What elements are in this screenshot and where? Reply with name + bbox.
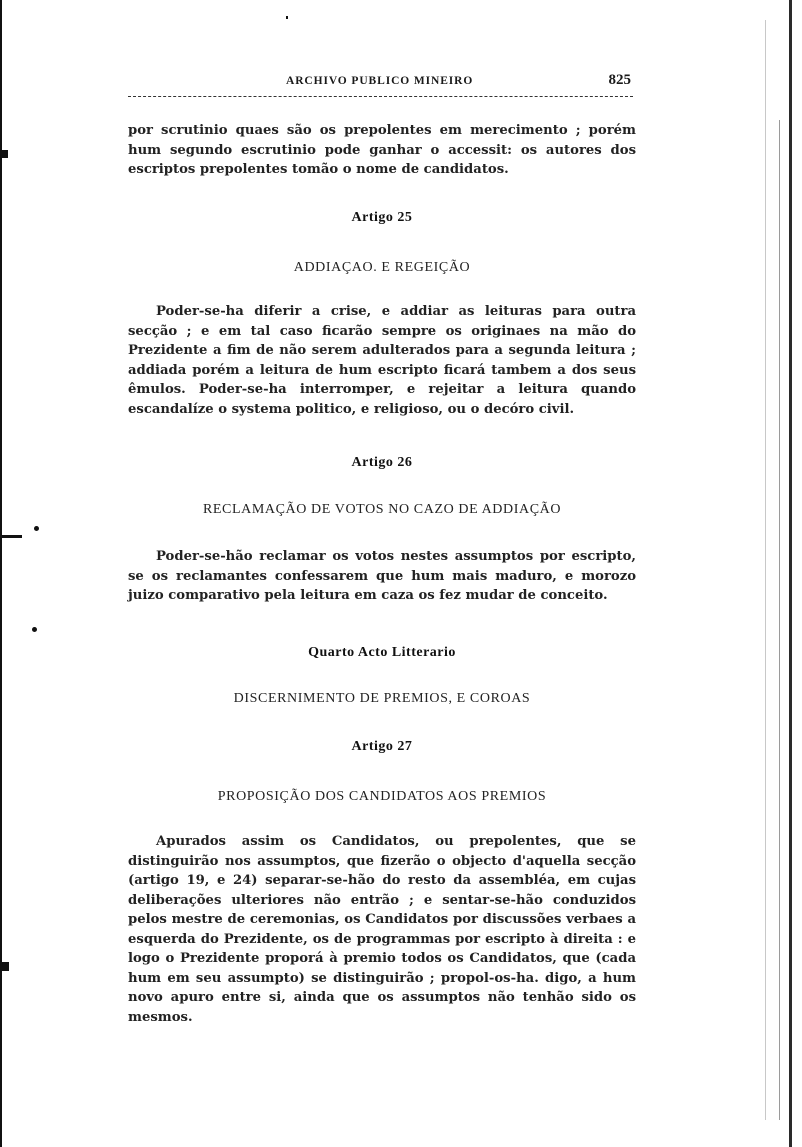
running-header — [128, 72, 633, 94]
scan-mark — [0, 150, 8, 158]
scan-edge-right — [789, 0, 792, 1147]
scan-mark — [0, 962, 9, 971]
running-header-title: ARCHIVO PUBLICO MINEIRO — [286, 75, 474, 87]
intro-paragraph — [128, 121, 636, 180]
scan-edge-left — [0, 0, 6, 1147]
article-subheading: PROPOSIÇÃO DOS CANDIDATOS AOS PREMIOS — [217, 789, 547, 804]
scan-edge-line — [765, 20, 766, 1120]
scan-mark — [34, 526, 39, 531]
paragraph-text: por scrutinio quaes são os prepolentes em merecimento ; porém hum segundo escrutinio pode ganhar o accessit: os autores dos escriptos prepolentes tomão o nome de candidatos. — [128, 123, 636, 177]
article-subheading: RECLAMAÇÃO DE VOTOS NO CAZO DE ADDIAÇÃO — [202, 502, 562, 517]
paragraph-text: Poder-se-hão reclamar os votos nestes assumptos por escripto, se os reclamantes confessarem que hum mais maduro, e morozo juizo comparativo pela leitura em caza os fez mudar de conceito. — [128, 549, 636, 603]
scan-edge-line — [779, 120, 780, 1120]
scan-mark — [286, 16, 288, 19]
article-body — [128, 302, 636, 419]
scan-mark — [32, 627, 37, 632]
paragraph-text: Apurados assim os Candidatos, ou prepolentes, que se distinguirão nos assumptos, que fizerão o objecto d'aquella secção (artigo 19, e 24) separar-se-hão do resto da assembléa, em cujas deliberações ulteriores não entrão ; e sentar-se-hão conduzidos pelos mestre de ceremonias, os Candidatos por discussões verbaes a esquerda do Prezidente, os de programmas por escripto à direita : e logo o Prezidente proporá à premio todos os Candidatos, que (cada hum em seu assumpto) se distinguirão ; propol-os-ha. digo, a hum novo apuro entre si, ainda que os assumptos não tenhão sido os mesmos. — [128, 834, 636, 1025]
paragraph-text: Poder-se-ha diferir a crise, e addiar as leituras para outra secção ; e em tal caso ficarão sempre os originaes na mão do Prezidente a fim de não serem adulterados para a segunda leitura ; addiada porém a leitura de hum escripto ficará tambem a dos seus êmulos. Poder-se-ha interromper, e rejeitar a leitura quando escandalíze o systema politico, e religioso, ou o decóro civil. — [128, 304, 636, 417]
section-subheading: DISCERNIMENTO DE PREMIOS, E COROAS — [233, 691, 531, 706]
article-subheading: ADDIAÇAO. E REGEIÇÃO — [293, 260, 471, 275]
article-body — [128, 832, 636, 1027]
article-body — [128, 547, 636, 606]
article-heading: Artigo 27 — [351, 739, 413, 754]
article-heading: Artigo 26 — [351, 455, 413, 470]
article-heading: Artigo 25 — [351, 210, 413, 225]
page-number: 825 — [608, 72, 631, 88]
section-heading: Quarto Acto Litterario — [308, 645, 456, 660]
scan-mark — [0, 535, 22, 538]
header-rule — [128, 96, 633, 98]
